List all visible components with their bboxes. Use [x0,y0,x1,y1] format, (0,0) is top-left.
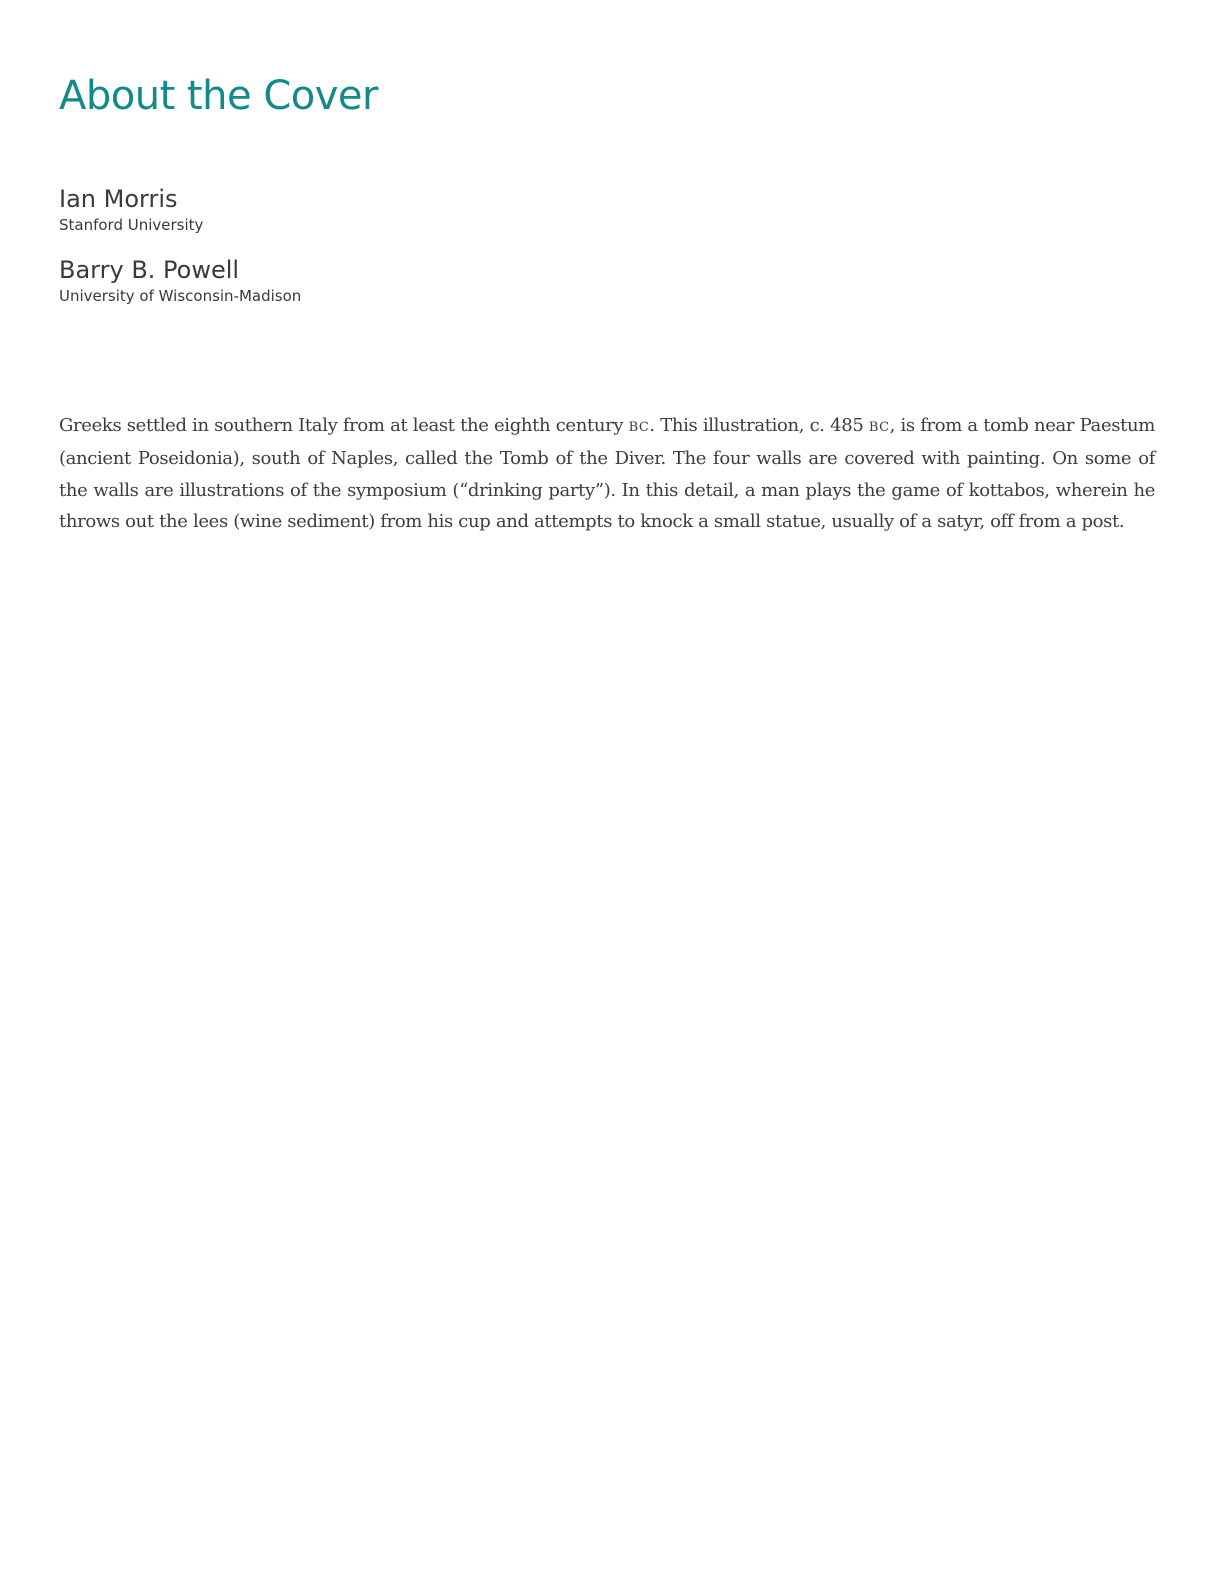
cover-description [59,410,1155,537]
era-abbreviation: BC [868,420,890,435]
page-title: About the Cover [59,73,378,119]
author-name: Barry B. Powell [59,256,240,284]
era-abbreviation: BC [628,420,650,435]
description-text: . This illustration, c. 485 [649,415,869,436]
author-affiliation: Stanford University [59,216,204,234]
description-text: Greeks settled in southern Italy from at least the eighth century [59,415,629,436]
description-text: , is from a tomb near Paestum (ancient Poseidonia), south of Naples, called the Tomb of the Diver. The four walls are covered with painting. On some of the walls are illustrations of the symposium (“drinking party”). In this detail, a man plays the game of kottabos, wherein he throws out the lees (wine sediment) from his cup and attempts to knock a small statue, usually of a satyr, off from a post. [59,415,1155,532]
author-block [59,183,203,235]
author-block [59,254,301,306]
author-affiliation: University of Wisconsin-Madison [59,287,302,305]
author-name: Ian Morris [59,185,178,213]
